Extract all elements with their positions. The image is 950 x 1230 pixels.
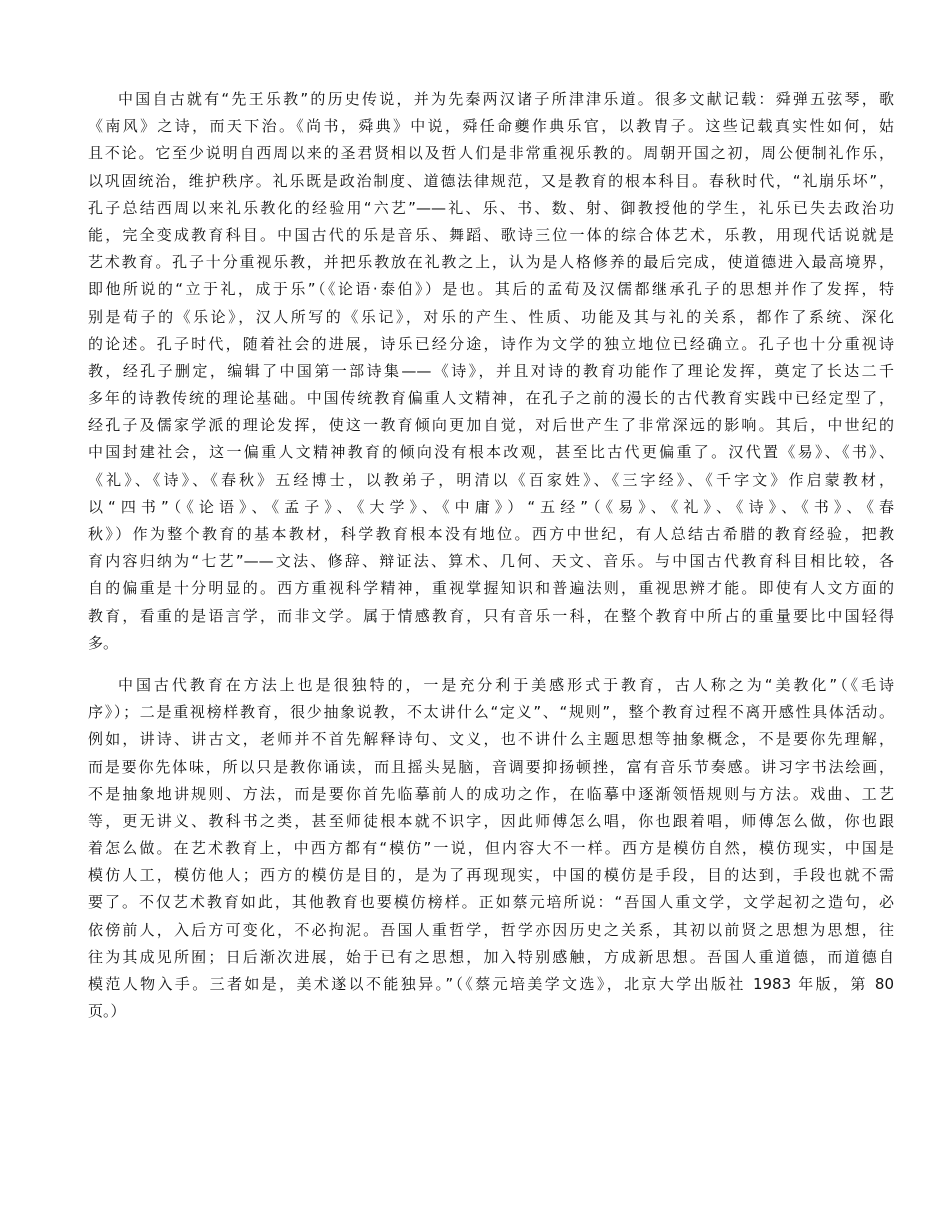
text-line: 育内容归纳为“七艺”——文法、修辞、辩证法、算术、几何、天文、音乐。与中国古代教育科目相比较，各	[88, 552, 894, 571]
text-line: 且不论。它至少说明自西周以来的圣君贤相以及哲人们是非常重视乐教的。周朝开国之初，周公便制礼作乐，	[88, 144, 894, 163]
text-line: 而是要你先体味，所以只是教你诵读，而且摇头晃脑，音调要抑扬顿挫，富有音乐节奏感。讲习字书法绘画，	[88, 757, 894, 776]
text-line: 多。	[88, 633, 119, 652]
text-line: 以“四书”（《论语》、《孟子》、《大学》、《中庸》）“五经”（《易》、《礼》、《诗》、《书》、《春	[88, 497, 894, 516]
text-line: 教育，看重的是语言学，而非文学。属于情感教育，只有音乐一科，在整个教育中所占的重量要比中国轻得	[88, 606, 894, 625]
text-line: 要了。不仅艺术教育如此，其他教育也要模仿榜样。正如蔡元培所说：“吾国人重文学，文学起初之造句，必	[88, 893, 894, 912]
text-line: 页。）	[88, 1002, 126, 1021]
text-line: 能，完全变成教育科目。中国古代的乐是音乐、舞蹈、歌诗三位一体的综合体艺术，乐教，用现代话说就是	[88, 225, 894, 244]
text-line: 依傍前人，入后方可变化，不必拘泥。吾国人重哲学，哲学亦因历史之关系，其初以前贤之思想为思想，往	[88, 920, 894, 939]
text-line: 艺术教育。孔子十分重视乐教，并把乐教放在礼教之上，认为是人格修养的最后完成，使道德进入最高境界，	[88, 253, 894, 272]
text-line: 《礼》、《诗》、《春秋》五经博士，以教弟子，明清以《百家姓》、《三字经》、《千字文》作启蒙教材，	[88, 470, 894, 489]
text-line: 例如，讲诗、讲古文，老师并不首先解释诗句、文义，也不讲什么主题思想等抽象概念，不是要你先理解，	[88, 730, 894, 749]
text-line: 教，经孔子删定，编辑了中国第一部诗集——《诗》，并且对诗的教育功能作了理论发挥，奠定了长达二千	[88, 361, 894, 380]
text-line: 的论述。孔子时代，随着社会的进展，诗乐已经分途，诗作为文学的独立地位已经确立。孔子也十分重视诗	[88, 334, 894, 353]
text-line: 不是抽象地讲规则、方法，而是要你首先临摹前人的成功之作，在临摹中逐渐领悟规则与方法。戏曲、工艺	[88, 784, 894, 803]
document-page	[88, 86, 894, 1025]
text-line: 等，更无讲义、教科书之类，甚至师徒根本就不识字，因此师傅怎么唱，你也跟着唱，师傅怎么做，你也跟	[88, 811, 894, 830]
text-line: 即他所说的“立于礼，成于乐”（《论语·泰伯》）是也。其后的孟荀及汉儒都继承孔子的思想并作了发挥，特	[88, 280, 894, 299]
text-line: 着怎么做。在艺术教育上，中西方都有“模仿”一说，但内容大不一样。西方是模仿自然，模仿现实，中国是	[88, 839, 894, 858]
text-line: 秋》）作为整个教育的基本教材，科学教育根本没有地位。西方中世纪，有人总结古希腊的教育经验，把教	[88, 525, 894, 543]
text-line: 模仿人工，模仿他人；西方的模仿是目的，是为了再现现实，中国的模仿是手段，目的达到，手段也就不需	[88, 866, 894, 885]
text-line: 经孔子及儒家学派的理论发挥，使这一教育倾向更加自觉，对后世产生了非常深远的影响。其后，中世纪的	[88, 416, 894, 435]
text-line: 中国古代教育在方法上也是很独特的，一是充分利于美感形式于教育，古人称之为“美教化”（《毛诗	[118, 675, 894, 694]
text-line: 自的偏重是十分明显的。西方重视科学精神，重视掌握知识和普遍法则，重视思辨才能。即使有人文方面的	[88, 579, 894, 598]
text-line: 《南风》之诗，而天下治。《尚书，舜典》中说，舜任命夔作典乐官，以教胄子。这些记载真实性如何，姑	[88, 117, 894, 136]
text-line: 往为其成见所囿；日后渐次进展，始于已有之思想，加入特别感触，方成新思想。吾国人重道德，而道德自	[88, 947, 894, 966]
text-line: 中国自古就有“先王乐教”的历史传说，并为先秦两汉诸子所津津乐道。很多文献记载：舜弹五弦琴，歌	[118, 90, 894, 108]
text-line: 中国封建社会，这一偏重人文精神教育的倾向没有根本改观，甚至比古代更偏重了。汉代置《易》、《书》、	[88, 443, 894, 462]
text-line: 孔子总结西周以来礼乐教化的经验用“六艺”——礼、乐、书、数、射、御教授他的学生，礼乐已失去政治功	[88, 198, 894, 217]
text-line: 模范人物入手。三者如是，美术遂以不能独异。”（《蔡元培美学文选》，北京大学出版社 1983 年版，第 80	[88, 975, 894, 993]
text-line: 多年的诗教传统的理论基础。中国传统教育偏重人文精神，在孔子之前的漫长的古代教育实践中已经定型了，	[88, 389, 894, 408]
text-line: 序》）；二是重视榜样教育，很少抽象说教，不太讲什么“定义”、“规则”，整个教育过程不离开感性具体活动。	[88, 703, 894, 722]
paragraph-teaching-methods	[88, 672, 894, 1025]
paragraph-music-education	[88, 86, 894, 657]
text-line: 以巩固统治，维护秩序。礼乐既是政治制度、道德法律规范，又是教育的根本科目。春秋时代，“礼崩乐坏”，	[88, 171, 894, 190]
text-line: 别是荀子的《乐论》，汉人所写的《乐记》，对乐的产生、性质、功能及其与礼的关系，都作了系统、深化	[88, 307, 894, 326]
